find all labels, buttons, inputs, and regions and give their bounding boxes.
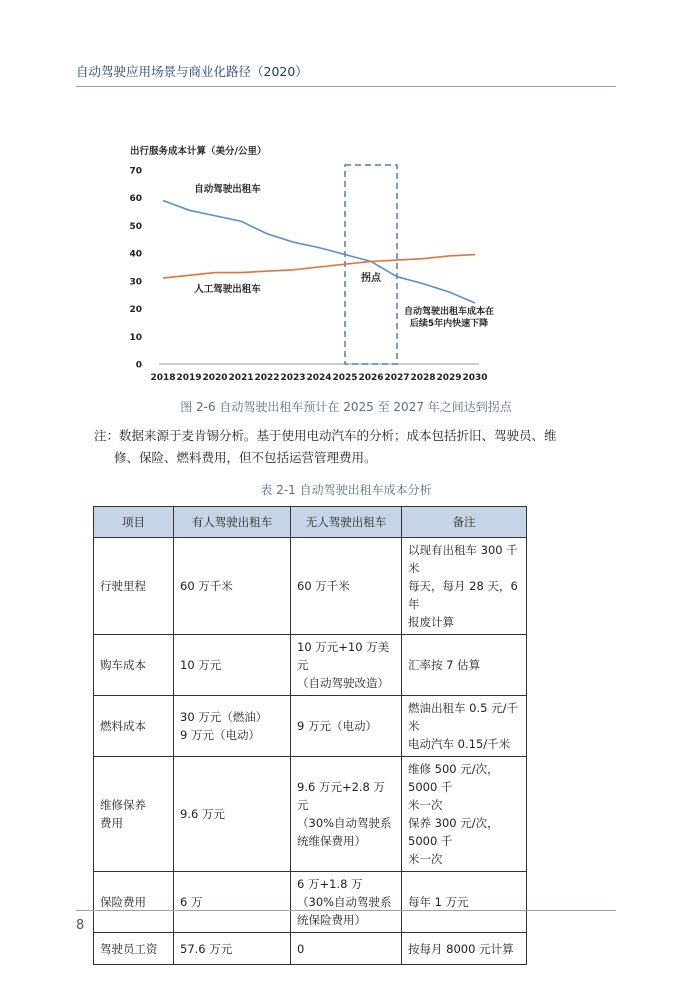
header-item: 项目	[94, 507, 174, 538]
table-caption: 表 2-1 自动驾驶出租车成本分析	[260, 483, 432, 497]
x-tick-label: 2019	[176, 373, 202, 383]
y-tick-label: 50	[129, 221, 142, 232]
figure-note	[94, 425, 599, 469]
y-tick-label: 30	[129, 277, 142, 288]
x-tick-label: 2029	[436, 373, 462, 383]
y-tick-label: 20	[129, 305, 142, 316]
cell-remarks: 以现有出租车 300 千米 每天，每月 28 天，6 年 报废计算	[402, 538, 527, 635]
series-label-human: 人工驾驶出租车	[194, 283, 261, 295]
note-line-1: 注：数据来源于麦肯锡分析。基于使用电动汽车的分析；成本包括折旧、驾驶员、维	[94, 428, 557, 443]
x-tick-label: 2028	[410, 373, 436, 383]
x-tick-label: 2020	[202, 373, 228, 383]
cell-item: 购车成本	[94, 635, 174, 696]
annotation-line: 后续5年内快速下降	[409, 319, 489, 330]
inflection-label: 拐点	[361, 272, 381, 284]
series-line-1	[163, 255, 475, 279]
cell-remarks: 维修 500 元/次，5000 千 米一次 保养 300 元/次，5000 千 米一次	[402, 757, 527, 872]
y-tick-label: 0	[135, 360, 142, 371]
cell-remarks: 每年 1 万元	[402, 872, 527, 933]
cell-driverless: 9 万元（电动）	[291, 696, 402, 757]
table-row	[94, 538, 527, 635]
x-tick-label: 2030	[462, 373, 488, 383]
footer-divider	[76, 910, 616, 911]
note-line-2: 修、保险、燃料费用，但不包括运营管理费用。	[114, 450, 377, 465]
x-tick-label: 2022	[254, 373, 280, 383]
cell-human: 10 万元	[174, 635, 291, 696]
cell-item: 驾驶员工资	[94, 933, 174, 965]
cell-remarks: 燃油出租车 0.5 元/千米 电动汽车 0.15/千米	[402, 696, 527, 757]
table-row	[94, 933, 527, 965]
table-row	[94, 635, 527, 696]
figure-caption: 图 2-6 自动驾驶出租车预计在 2025 至 2027 年之间达到拐点	[180, 400, 512, 414]
table-row	[94, 757, 527, 872]
table-row	[94, 696, 527, 757]
cell-item: 维修保养 费用	[94, 757, 174, 872]
x-axis-ticks	[150, 373, 487, 383]
x-tick-label: 2024	[306, 373, 332, 383]
y-axis-ticks	[129, 167, 142, 371]
chart-y-axis-label: 出行服务成本计算（美分/公里）	[130, 146, 267, 157]
x-tick-label: 2021	[228, 373, 254, 383]
running-header: 自动驾驶应用场景与商业化路径（2020）	[76, 64, 308, 79]
cell-item: 燃料成本	[94, 696, 174, 757]
annotation-line: 自动驾驶出租车成本在	[403, 307, 495, 318]
page-number: 8	[76, 918, 85, 933]
table-header-row	[94, 507, 527, 538]
x-tick-label: 2025	[332, 373, 358, 383]
cost-line-chart	[120, 140, 500, 390]
header-divider	[76, 86, 616, 87]
inflection-highlight-box	[345, 165, 397, 364]
decline-annotation	[404, 305, 494, 329]
cell-item: 行驶里程	[94, 538, 174, 635]
header-human-driven: 有人驾驶出租车	[174, 507, 291, 538]
table-row	[94, 872, 527, 933]
cell-human: 30 万元（燃油） 9 万元（电动）	[174, 696, 291, 757]
y-tick-label: 60	[129, 194, 142, 205]
cell-driverless: 60 万千米	[291, 538, 402, 635]
y-tick-label: 70	[129, 166, 142, 177]
y-tick-label: 40	[129, 249, 142, 260]
y-tick-label: 10	[129, 332, 142, 343]
cell-remarks: 汇率按 7 估算	[402, 635, 527, 696]
cell-remarks: 按每月 8000 元计算	[402, 933, 527, 965]
x-tick-label: 2018	[150, 373, 176, 383]
cell-driverless: 9.6 万元+2.8 万元 （30%自动驾驶系 统维保费用）	[291, 757, 402, 872]
header-remarks: 备注	[402, 507, 527, 538]
header-driverless: 无人驾驶出租车	[291, 507, 402, 538]
x-tick-label: 2023	[280, 373, 306, 383]
cell-driverless: 0	[291, 933, 402, 965]
x-tick-label: 2026	[358, 373, 384, 383]
cost-analysis-table	[93, 506, 527, 965]
cell-driverless: 6 万+1.8 万 （30%自动驾驶系 统保险费用）	[291, 872, 402, 933]
cell-human: 57.6 万元	[174, 933, 291, 965]
cell-human: 60 万千米	[174, 538, 291, 635]
x-tick-label: 2027	[384, 373, 410, 383]
cell-human: 9.6 万元	[174, 757, 291, 872]
series-label-autonomous: 自动驾驶出租车	[194, 184, 261, 196]
cell-item: 保险费用	[94, 872, 174, 933]
cell-human: 6 万	[174, 872, 291, 933]
cell-driverless: 10 万元+10 万美元 （自动驾驶改造）	[291, 635, 402, 696]
